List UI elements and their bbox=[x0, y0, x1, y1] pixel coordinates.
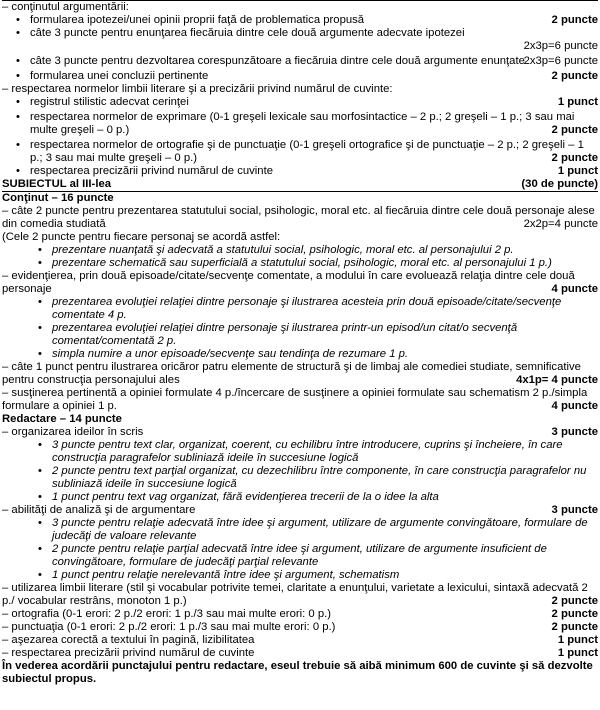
bullet-arguments bbox=[2, 27, 598, 53]
points: 2x3p=6 puncte bbox=[523, 40, 598, 52]
text: • formularea ipotezei/unei opinii proprii faţă de problematica propusă bbox=[30, 14, 365, 26]
text: • respectarea precizării privind numărul de cuvinte bbox=[30, 165, 273, 177]
bullet-naming bbox=[2, 348, 598, 361]
text: 2 puncte pentru relaţie parţial adecvată între idee şi argument, utilizare de argumente insuficient de convingătoare, formulare de judecăţi parţial relevante bbox=[52, 543, 547, 568]
points: 4x1p= 4 puncte bbox=[516, 374, 598, 386]
item-layout bbox=[2, 634, 598, 647]
item-organization bbox=[2, 426, 598, 439]
text: În vederea acordării punctajului pentru redactare, eseul trebuie să aibă minimum 600 de cuvinte şi să dezvolte subiectul propus. bbox=[2, 660, 593, 685]
text: respectarea normelor de ortografie şi de punctuaţie (0-1 greşeli ortografice şi de punctuaţie – 2 p.; 2 greşeli – 1 p.; 3 sau mai multe greşeli – 0 p.) bbox=[30, 139, 584, 164]
bullet-nuanced bbox=[2, 244, 598, 257]
line-argument-content bbox=[2, 1, 598, 14]
points: 2 puncte bbox=[551, 124, 598, 136]
bullet-wordcount bbox=[2, 165, 598, 178]
item-opinion bbox=[2, 387, 598, 413]
points: 4 puncte bbox=[551, 283, 598, 295]
bullet-hypothesis bbox=[2, 14, 598, 27]
text: • formularea unei concluzii pertinente bbox=[30, 70, 209, 82]
text: – susţinerea pertinentă a opiniei formulate 4 p./încercare de susţinere a opiniei formulate sau schematism 2 p./simpla formulare a opiniei 1 p. bbox=[2, 387, 588, 412]
text: – aşezarea corectă a textului în pagină, lizibilitatea bbox=[2, 634, 255, 646]
bullet-org-2 bbox=[2, 465, 598, 491]
text: 3 puncte pentru text clar, organizat, coerent, cu echilibru între introducere, cuprins şi încheiere, în care construcţia paragrafelor subliniază ideile în succesiune logică bbox=[52, 439, 563, 464]
text: 2 puncte pentru text parţial organizat, cu dezechilibru între componente, în care construcţia paragrafelor nu subliniază ideile în succesiune logică bbox=[52, 465, 587, 490]
text: (Cele 2 puncte pentru fiecare personaj se acordă astfel: bbox=[2, 231, 281, 243]
text: prezentarea evoluţiei relaţiei dintre personaje şi ilustrarea acesteia prin două episoade/citate/secvenţe comentate 4 p. bbox=[52, 296, 562, 321]
points: 2 puncte bbox=[551, 14, 598, 26]
text: – conţinutul argumentării: bbox=[2, 1, 129, 13]
content-heading bbox=[2, 192, 598, 205]
points: 2 puncte bbox=[551, 152, 598, 164]
text: – evidenţierea, prin două episoade/citate/secvenţe comentate, a modului în care evoluează relaţia dintre cele două personaje bbox=[2, 270, 575, 295]
text: câte 3 puncte pentru enunţarea fiecăruia dintre cele două argumente adecvate ipotezei bbox=[30, 27, 465, 39]
points: 1 punct bbox=[557, 634, 598, 646]
item-wordcount bbox=[2, 647, 598, 660]
text: • registrul stilistic adecvat cerinţei bbox=[30, 96, 189, 108]
text: 1 punct pentru relaţie nerelevantă între idee şi argument, schematism bbox=[52, 569, 400, 581]
text: – respectarea precizării privind numărul de cuvinte bbox=[2, 647, 255, 659]
text: prezentare nuanţată şi adecvată a statutului social, psihologic, moral etc. al personajului 2 p. bbox=[52, 244, 514, 256]
points: 1 punct bbox=[557, 165, 598, 177]
text: – organizarea ideilor în scris bbox=[2, 426, 144, 438]
text: SUBIECTUL al III-lea bbox=[2, 178, 112, 190]
bullet-conclusion bbox=[2, 70, 598, 83]
text: 1 punct pentru text vag organizat, fără evidenţierea trecerii de la o idee la alta bbox=[52, 491, 439, 503]
final-note bbox=[2, 660, 598, 686]
section-title-iii bbox=[2, 178, 598, 192]
points: (30 de puncte) bbox=[521, 178, 598, 190]
text: simpla numire a unor episoade/secvenţe sau tendinţa de rezumare 1 p. bbox=[52, 348, 409, 360]
item-literary-language bbox=[2, 582, 598, 608]
bullet-register bbox=[2, 96, 598, 109]
points: 1 punct bbox=[557, 647, 598, 659]
text: prezentare schematică sau superficială a statutului social, psihologic, moral etc. al personajului 1 p.) bbox=[52, 257, 552, 269]
item-analysis bbox=[2, 504, 598, 517]
bullet-org-3 bbox=[2, 439, 598, 465]
points: 1 punct bbox=[557, 96, 598, 108]
item-relationship bbox=[2, 270, 598, 296]
text: Redactare – 14 puncte bbox=[2, 413, 122, 425]
bullet-org-1 bbox=[2, 491, 598, 504]
text: Conţinut – 16 puncte bbox=[2, 192, 114, 204]
line-points-note bbox=[2, 231, 598, 244]
points: 2 puncte bbox=[551, 595, 598, 607]
text: – câte 2 puncte pentru prezentarea statutului social, psihologic, moral etc. al fiecăruia dintre cele două personaje alese din comedia studiată bbox=[2, 205, 595, 230]
item-orthography bbox=[2, 608, 598, 621]
bullet-expression bbox=[2, 111, 598, 137]
bullet-an-2 bbox=[2, 543, 598, 569]
text: – abilităţi de analiză şi de argumentare bbox=[2, 504, 196, 516]
bullet-one-episode bbox=[2, 322, 598, 348]
bullet-an-1 bbox=[2, 569, 598, 582]
points: 2x2p=4 puncte bbox=[523, 218, 598, 230]
text: – punctuaţia (0-1 erori: 2 p./2 erori: 1 p./3 sau mai multe erori: 0 p.) bbox=[2, 621, 336, 633]
points: 3 puncte bbox=[551, 426, 598, 438]
bullet-develop bbox=[2, 55, 598, 68]
text: – utilizarea limbii literare (stil şi vocabular potrivite temei, claritate a enunţului, varietate a lexicului, sintaxă adecvată 2 p./ vocabular restrâns, monoton 1 p.) bbox=[2, 582, 588, 607]
bullet-two-episodes bbox=[2, 296, 598, 322]
item-character-status bbox=[2, 205, 598, 231]
text: câte 3 puncte pentru dezvoltarea corespunzătoare a fiecăruia dintre cele două argumente enunţate bbox=[30, 55, 525, 67]
text: respectarea normelor de exprimare (0-1 greşeli lexicale sau morfosintactice – 2 p.; 2 greşeli – 1 p.; 3 sau mai multe greşeli – 0 p.) bbox=[30, 111, 575, 136]
points: 2 puncte bbox=[551, 608, 598, 620]
text: – câte 1 punct pentru ilustrarea oricăror patru elemente de structură şi de limbaj ale comediei studiate, semnificative pentru construcţia personajului ales bbox=[2, 361, 581, 386]
bullet-schematic bbox=[2, 257, 598, 270]
points: 3 puncte bbox=[551, 504, 598, 516]
bullet-orthography bbox=[2, 139, 598, 165]
line-norms bbox=[2, 83, 598, 96]
bullet-an-3 bbox=[2, 517, 598, 543]
points: 2x3p=6 puncte bbox=[523, 55, 598, 67]
item-structure-elements bbox=[2, 361, 598, 387]
points: 2 puncte bbox=[551, 621, 598, 633]
points: 4 puncte bbox=[551, 400, 598, 412]
text: 3 puncte pentru relaţie adecvată între idee şi argument, utilizare de argumente convingătoare, formulare de judecăţi de valoare relevante bbox=[52, 517, 588, 542]
writing-heading bbox=[2, 413, 598, 426]
points: 2 puncte bbox=[551, 70, 598, 82]
text: – ortografia (0-1 erori: 2 p./2 erori: 1 p./3 sau mai multe erori: 0 p.) bbox=[2, 608, 332, 620]
item-punctuation bbox=[2, 621, 598, 634]
text: – respectarea normelor limbii literare şi a precizării privind numărul de cuvinte: bbox=[2, 83, 393, 95]
text: prezentarea evoluţiei relaţiei dintre personaje şi ilustrarea printr-un episod/un citat/o secvenţă comentat/comentată 2 p. bbox=[52, 322, 518, 347]
